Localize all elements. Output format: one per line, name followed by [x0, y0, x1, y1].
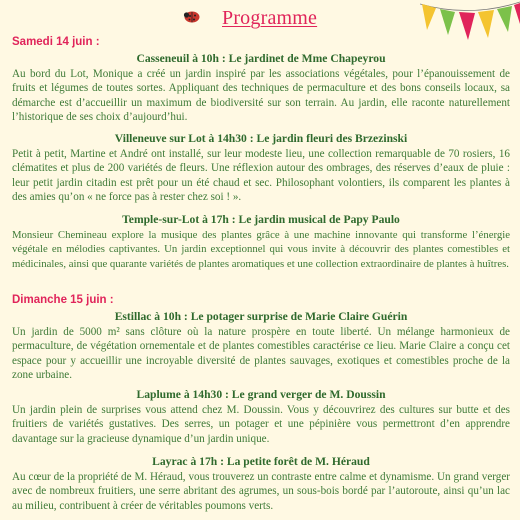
- event-title: Villeneuve sur Lot à 14h30 : Le jardin fleuri des Brzezinski: [114, 132, 408, 145]
- event-estillac: [12, 310, 510, 383]
- page-header: [0, 0, 520, 30]
- ladybug-icon: [183, 9, 201, 23]
- event-temple-sur-lot: [12, 213, 510, 271]
- day-heading-saturday: Samedi 14 juin :: [12, 36, 100, 48]
- event-description: Au bord du Lot, Monique a créé un jardin inspiré par les associations végétales, pour l’épanouissement de fruits et légumes de toutes sortes. Appliquant des techniques de permaculture et des bons conseils locaux, sa démarche est d’accueillir un maximum de biodiversité sur son terrain. Au jardin, elle raconte naturellement l’historique de ses choix d’aujourd’hui.: [12, 68, 510, 124]
- page-title: Programme: [222, 7, 318, 29]
- bunting-flags-icon: [420, 0, 520, 60]
- event-description: Un jardin de 5000 m² sans clôture où la nature prospère en toute liberté. Un mélange harmonieux de permaculture, de végétation ornementale et de plantes comestibles caractérise ce lieu. Marie Claire a conçu cet espace pour y accueillir une incroyable diversité de plantes sauvages, exotiques et comestibles proche de la zone urbaine.: [12, 326, 510, 382]
- event-layrac: [12, 455, 510, 513]
- event-title: Estillac à 10h : Le potager surprise de Marie Claire Guérin: [114, 310, 408, 323]
- event-title: Temple-sur-Lot à 17h : Le jardin musical de Papy Paulo: [122, 213, 400, 226]
- event-description: Au cœur de la propriété de M. Héraud, vous trouverez un contraste entre calme et dynamisme. Un grand verger avec de nombreux fruitiers, une serre abritant des agrumes, un sous-bois bordé par l’autoroute, ainsi qu’un lac au milieu, contribuent à créer de véritables poumons verts.: [12, 471, 510, 512]
- event-description: Monsieur Chemineau explore la musique des plantes grâce à une machine innovante qui transforme l’énergie végétale en mélodies captivantes. Un jardin exceptionnel qui vous invite à découvrir des plantes comestibles et médicinales, ainsi que quarante variétés de plantes aromatiques et une collection extraordinaire de plantes à huîtres.: [12, 229, 510, 270]
- event-villeneuve: [12, 132, 510, 205]
- event-title: Casseneuil à 10h : Le jardinet de Mme Chapeyrou: [136, 52, 386, 65]
- day-heading-sunday: Dimanche 15 juin :: [12, 294, 114, 306]
- event-title: Layrac à 17h : La petite forêt de M. Héraud: [152, 455, 370, 468]
- event-description: Petit à petit, Martine et André ont installé, sur leur modeste lieu, une collection remarquable de 70 rosiers, 16 clématites et plus de 200 variétés de fleurs. Une réflexion autour des ombrages, des réserves d’eaux de pluie : leur petit jardin citadin est prêt pour un été chaud et sec. Philosophant volontiers, ils comparent les plantes à des amies qu’on « ne force pas à rester chez soi ! ».: [12, 148, 510, 204]
- event-description: Un jardin plein de surprises vous attend chez M. Doussin. Vous y découvrirez des cultures sur butte et des fruitiers de variétés gustatives. Des serres, un potager et une pépinière vous permettront d’en apprendre davantage sur la gracieuse dynamique d’un jardin unique.: [12, 404, 510, 445]
- event-laplume: [12, 388, 510, 446]
- event-title: Laplume à 14h30 : Le grand verger de M. Doussin: [136, 388, 386, 401]
- event-casseneuil: [12, 52, 510, 125]
